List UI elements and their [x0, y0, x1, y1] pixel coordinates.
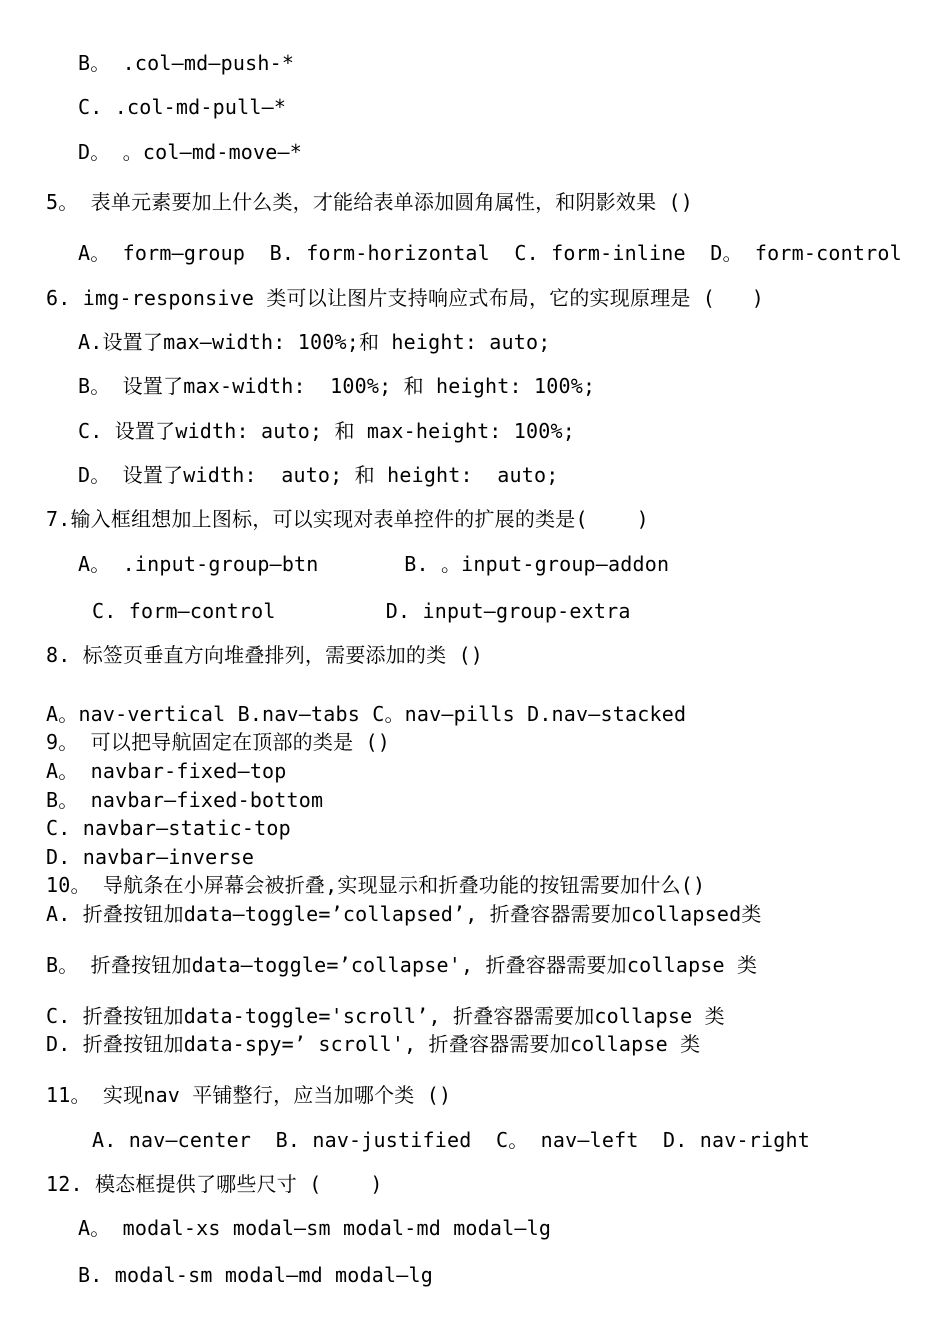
option-line: C. navbar—static-top — [46, 816, 291, 840]
question-line: 10。 导航条在小屏幕会被折叠,实现显示和折叠功能的按钮需要加什么() — [46, 873, 706, 897]
option-line: A。 form—group B. form-horizontal C. form-inline D。 form-control — [78, 241, 902, 265]
option-line: A. 折叠按钮加data—toggle=’collapsed’, 折叠容器需要加collapsed类 — [46, 902, 762, 926]
option-line: C. form—control D. input—group-extra — [92, 599, 631, 623]
option-line: B。 折叠按钮加data—toggle=’collapse', 折叠容器需要加collapse 类 — [46, 953, 758, 977]
option-line: A.设置了max—width: 100%;和 height: auto; — [78, 330, 551, 354]
option-line: D. 折叠按钮加data-spy=’ scroll', 折叠容器需要加collapse 类 — [46, 1032, 701, 1056]
question-line: 12. 模态框提供了哪些尺寸 ( ) — [46, 1172, 383, 1196]
option-line: C. 折叠按钮加data-toggle='scroll’, 折叠容器需要加collapse 类 — [46, 1004, 725, 1028]
option-line: A. nav—center B. nav-justified C。 nav—left D. nav-right — [92, 1128, 810, 1152]
option-line: B。 .col—md—push-* — [78, 51, 295, 75]
option-line: A。nav-vertical B.nav—tabs C。nav—pills D.nav—stacked — [46, 702, 687, 726]
question-line: 5。 表单元素要加上什么类，才能给表单添加圆角属性，和阴影效果 () — [46, 190, 694, 214]
option-line: A。 modal-xs modal—sm modal-md modal—lg — [78, 1216, 552, 1240]
option-line: A。 navbar-fixed—top — [46, 759, 287, 783]
question-line: 7.输入框组想加上图标，可以实现对表单控件的扩展的类是( ) — [46, 507, 649, 531]
question-line: 8. 标签页垂直方向堆叠排列，需要添加的类 () — [46, 643, 484, 667]
question-line: 6. img-responsive 类可以让图片支持响应式布局，它的实现原理是 ( ) — [46, 286, 764, 310]
question-line: 9。 可以把导航固定在顶部的类是 () — [46, 730, 391, 754]
option-line: C. 设置了width: auto; 和 max-height: 100%; — [78, 419, 575, 443]
option-line: A。 .input-group—btn B. 。input-group—addon — [78, 552, 670, 576]
option-line: D。 。col—md-move—* — [78, 140, 303, 164]
option-line: D. navbar—inverse — [46, 845, 255, 869]
option-line: B。 设置了max-width: 100%; 和 height: 100%; — [78, 374, 596, 398]
option-line: B。 navbar—fixed-bottom — [46, 788, 324, 812]
option-line: B. modal-sm modal—md modal—lg — [78, 1263, 433, 1287]
option-line: D。 设置了width: auto; 和 height: auto; — [78, 463, 559, 487]
question-line: 11。 实现nav 平铺整行，应当加哪个类 () — [46, 1083, 452, 1107]
option-line: C. .col-md-pull—* — [78, 95, 287, 119]
